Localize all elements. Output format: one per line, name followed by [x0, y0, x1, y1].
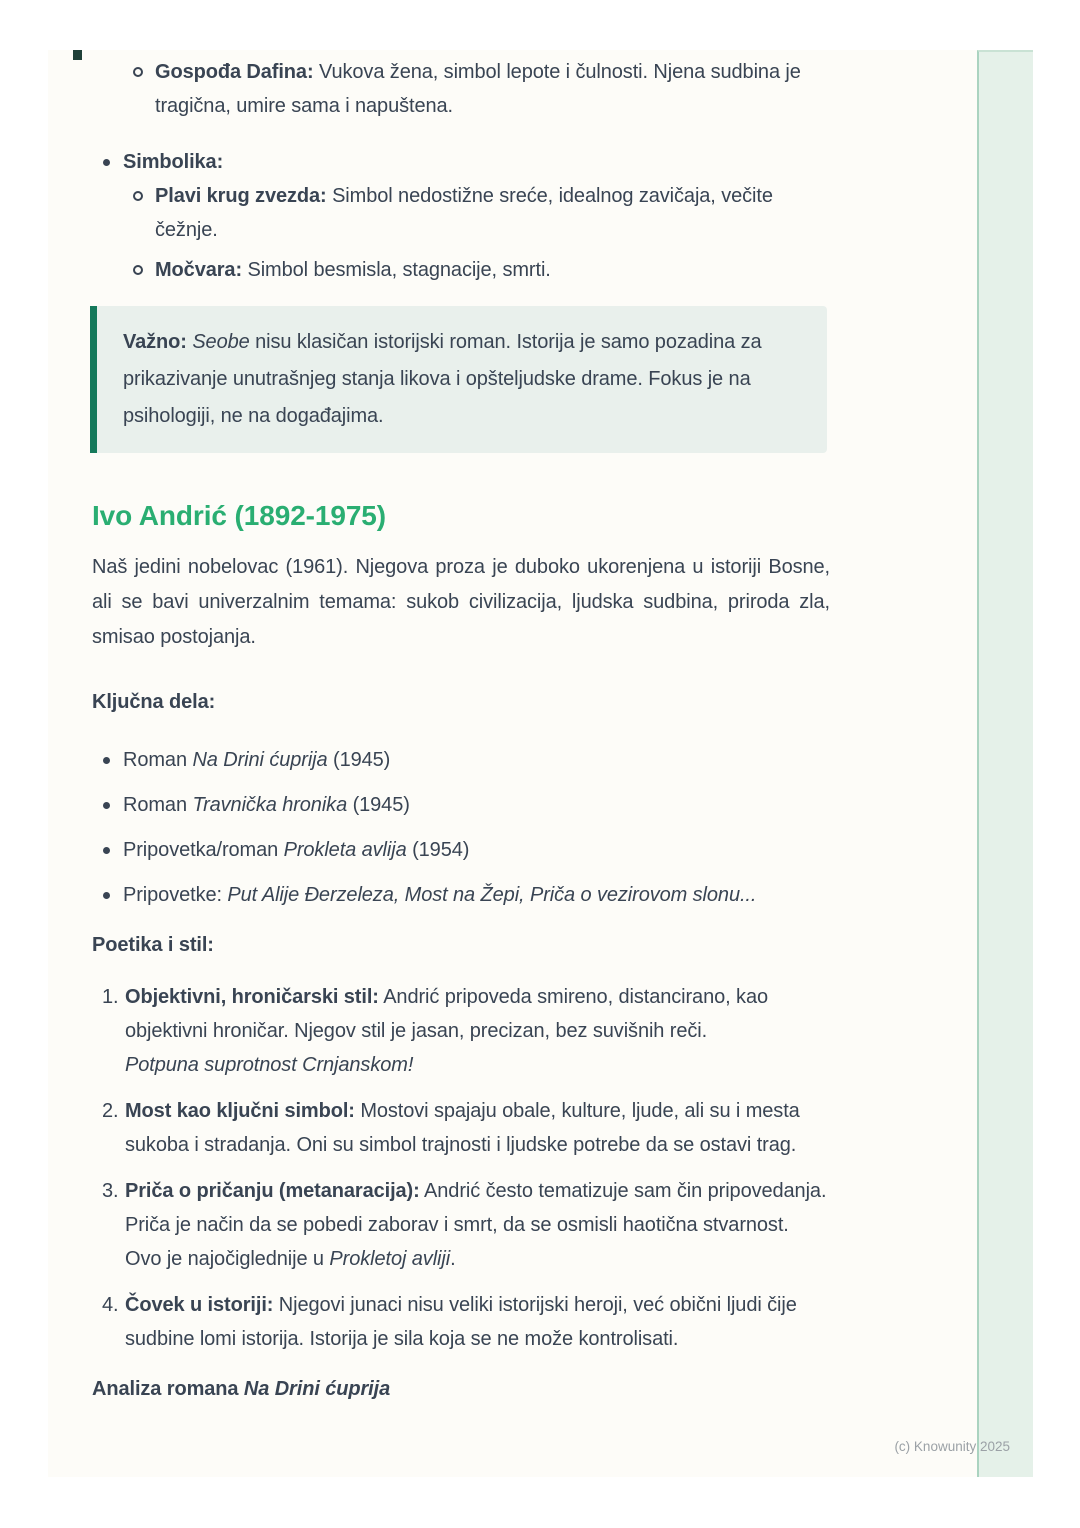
item-number: 4. — [102, 1294, 119, 1316]
work-title: Na Drini ćuprija — [243, 1378, 391, 1400]
list-item-text: Pripovetka/roman Prokleta avlija (1954) — [123, 839, 470, 861]
numbered-item-2 — [92, 1094, 830, 1162]
copyright-notice: (c) Knowunity 2025 — [894, 1439, 1010, 1454]
item-lead: Priča o pričanju (metanaracija): — [125, 1180, 420, 1202]
list-item-work — [92, 743, 830, 777]
numbered-item-3 — [92, 1174, 830, 1276]
pdf-page — [48, 50, 1033, 1477]
list-item-dafina — [124, 55, 830, 123]
numbered-item-text: Priča o pričanju (metanaracija): Andrić često tematizuje sam čin pripovedanja. Priča je način da se pobedi zaborav i smrt, da se osmisli haotična stvarnost. Ovo je najočiglednije u Prokletoj avliji. — [125, 1180, 827, 1270]
list-item-label: Simbolika: — [123, 151, 224, 173]
list-item-plavi-krug — [124, 179, 830, 247]
numbered-item-text: Objektivni, hroničarski stil: Andrić pripoveda smireno, distancirano, kao objektivni hroničar. Njegov stil je jasan, precizan, bez suvišnih reči. Potpuna suprotnost Crnjanskom! — [125, 980, 830, 1082]
numbered-item-4 — [92, 1288, 830, 1356]
numbered-item-text: Most kao ključni simbol: Mostovi spajaju obale, kulture, ljude, ali su i mesta sukoba i stradanja. Oni su simbol trajnosti i ljudske potrebe da se ostavi trag. — [125, 1100, 800, 1156]
work-title: Prokleta avlija — [283, 839, 407, 861]
list-item-text: Močvara: Simbol besmisla, stagnacije, smrti. — [155, 259, 551, 281]
list-item-simbolika — [92, 145, 830, 179]
list-item-mocvara — [124, 253, 830, 287]
page-break-artifact — [73, 50, 82, 60]
subsection-title-poetika: Poetika i stil: — [92, 934, 214, 956]
disc-bullet-icon — [92, 743, 123, 777]
list-item-text: Gospođa Dafina: Vukova žena, simbol lepote i čulnosti. Njena sudbina je tragična, umire sama i napuštena. — [155, 61, 801, 117]
subsection-title-kljucna-dela: Ključna dela: — [92, 691, 216, 713]
page-right-decoration-strip — [977, 50, 1033, 1477]
disc-bullet-icon — [92, 145, 123, 179]
intro-paragraph: Naš jedini nobelovac (1961). Njegova proza je duboko ukorenjena u istoriji Bosne, ali se bavi univerzalnim temama: sukob civilizacija, ljudska sudbina, priroda zla, smisao postojanja. — [92, 556, 830, 648]
subsection-title-analiza: Analiza romana Na Drini ćuprija — [92, 1378, 391, 1400]
disc-bullet-icon — [92, 788, 123, 822]
list-item-text: Pripovetke: Put Alije Đerzeleza, Most na Žepi, Priča o vezirovom slonu... — [123, 884, 757, 906]
item-lead: Objektivni, hroničarski stil: — [125, 986, 379, 1008]
item-lead: Most kao ključni simbol: — [125, 1100, 355, 1122]
list-item-work — [92, 878, 830, 912]
list-item-text: Plavi krug zvezda: Simbol nedostižne sreće, idealnog zavičaja, večite čežnje. — [155, 185, 773, 241]
numbered-item-text: Čovek u istoriji: Njegovi junaci nisu veliki istorijski heroji, već obični ljudi čije sudbine lomi istorija. Istorija je sila koja se ne može kontrolisati. — [125, 1294, 797, 1350]
page-content — [92, 50, 830, 1406]
item-lead: Čovek u istoriji: — [125, 1294, 274, 1316]
callout-lead: Važno: — [123, 331, 187, 353]
list-item-text: Roman Na Drini ćuprija (1945) — [123, 749, 391, 771]
item-number: 2. — [102, 1100, 119, 1122]
list-item-work — [92, 788, 830, 822]
work-title: Na Drini ćuprija — [192, 749, 328, 771]
work-title: Travnička hronika — [192, 794, 348, 816]
work-title: Prokletoj avliji — [329, 1248, 451, 1270]
circle-bullet-icon — [124, 179, 155, 247]
numbered-item-1 — [92, 980, 830, 1082]
list-item-lead: Gospođa Dafina: — [155, 61, 314, 83]
circle-bullet-icon — [124, 55, 155, 123]
callout-work-title: Seobe — [186, 331, 250, 353]
section-heading-ivo-andric: Ivo Andrić (1892-1975) — [92, 500, 387, 531]
item-italic-note: Potpuna suprotnost Crnjanskom! — [125, 1054, 414, 1076]
item-number: 3. — [102, 1180, 119, 1202]
callout-text: nisu klasičan istorijski roman. Istorija je samo pozadina za prikazivanje unutrašnjeg stanja likova i opšteljudske drame. Fokus je na psihologiji, ne na događajima. — [123, 331, 762, 427]
list-item-work — [92, 833, 830, 867]
circle-bullet-icon — [124, 253, 155, 287]
disc-bullet-icon — [92, 833, 123, 867]
item-number: 1. — [102, 986, 119, 1008]
disc-bullet-icon — [92, 878, 123, 912]
list-item-text: Roman Travnička hronika (1945) — [123, 794, 410, 816]
list-item-lead: Močvara: — [155, 259, 243, 281]
work-title: Put Alije Đerzeleza, Most na Žepi, Priča o vezirovom slonu... — [227, 884, 757, 906]
important-callout-box — [90, 306, 827, 453]
list-item-lead: Plavi krug zvezda: — [155, 185, 327, 207]
